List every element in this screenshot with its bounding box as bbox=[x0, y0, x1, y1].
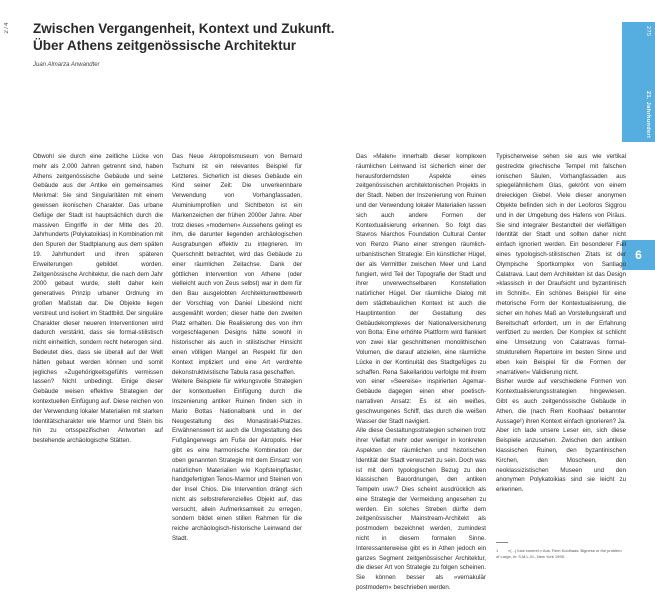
text-column-4 bbox=[496, 152, 626, 495]
text-column-2 bbox=[172, 152, 302, 544]
text-column-3 bbox=[356, 152, 486, 593]
chapter-label: 21. Jahrhundert bbox=[645, 90, 651, 138]
paragraph: Das Neue Akropolismuseum von Bernard Tschumi ist ein relevantes Beispiel für Letzteres. Sicherlich ist dieses Gebäude ein Kind seiner Zeit: Die unverkennbare Verwendung von Vorhangfassaden, Aluminiumprofilen und Sichtbeton ist ein Markenzeichen der frühen 2000er Jahre. Aber trotz dieses »modernen« Aussehens gelingt es ihm, die darunter liegenden archäologischen Ausgrabungen effektiv zu integrieren. Im Querschnitt betrachtet, wird das Gebäude zu einer räumlichen Zeitachse. Dank der göttlichen Intervention von Athene (oder vielleicht auch von Zeus selbst) war in dem für den Bau ausgelobten Architekturwettbewerb der Vorschlag von Daniel Libeskind nicht ausgewählt worden; dieser hatte den zweiten Platz erhalten. Die Realisierung des von ihm vorgeschlagenen Designs hätte sowohl in historischer als auch in stilistischer Hinsicht einen völligen Mangel an Respekt für den Kontext impliziert und eine Art verdrehte dekonstruktivistische Tabula rasa geschaffen. bbox=[172, 153, 302, 376]
footnote-text: »(...) fuck context.« Aus: Rem Koolhaas: Bigness or the problem of Large, in: S,M,L,XL, New York 1995. bbox=[496, 548, 622, 559]
footnote bbox=[496, 548, 622, 559]
paragraph: Weitere Beispiele für wirkungsvolle Strategien der kontextuellen Einfügung durch die Inszenierung antiker Ruinen finden sich in Mario Bottas Nationalbank und in der Neugestaltung des Monastiraki-Platzes. Erwähnenswert ist auch die Umgestaltung des Fußgängerwegs am Fuße der Akropolis. Hier gibt es eine harmonische Kombination der oben genannten Strategie mit dem Einsatz von natürlichen Materialien wie Kopfsteinpflaster, handgefertigten Tenos-Marmor und Steinen von der Insel Chios. Die Intervention drängt sich nicht als selbstreferenzielles Objekt auf, das versucht, allein Aufmerksamkeit zu erregen, sondern bildet einen stillen Rahmen für die reiche archäologisch-historische Leinwand der Stadt. bbox=[172, 378, 302, 543]
section-tab[interactable]: 6 bbox=[622, 240, 655, 270]
page-title bbox=[33, 20, 593, 54]
author-name: Juan Almarza Anwandter bbox=[33, 62, 100, 68]
title-line-1: Zwischen Vergangenheit, Kontext und Zukunft. bbox=[33, 21, 335, 36]
title-line-2: Über Athens zeitgenössische Architektur bbox=[33, 38, 297, 53]
page-number-left: 274 bbox=[4, 22, 10, 34]
paragraph: Typischerweise sehen sie aus wie vertikal gestreckte griechische Tempel mit falschen ionischen Säulen, Vorhangfassaden aus spiegelähnlichem Glas, gekrönt von einem dreieckigen Giebel. Viele dieser anonymen Objekte befinden sich in der Leoforos Siggrou und in der Umgebung des Hafens von Piräus. Sie sind integraler Bestandteil der vielfältigen Identität der Stadt und sollten daher nicht einfach ignoriert werden. Ein besonderer Fall eines typologisch-stilistischen Zitats ist der Olympische Sportkomplex von Santiago Calatrava. Laut dem Architekten ist das Design »klassisch in der Draufsicht und byzantinisch im Schnitt«. Ein schönes Beispiel für eine rhetorische Form der Kontextualisierung, die sicher ein hohes Maß an Vorstellungskraft und Bereitschaft erfordert, um in der Erfahrung verifiziert zu werden. Der Komplex ist schlicht eine Umsetzung von Calatravas formal-strukturellem Repertoire im besten Sinne und eben kein Beispiel für die Formen der »narrativen« Validierung nicht. bbox=[496, 153, 626, 376]
text-column-1 bbox=[33, 152, 163, 446]
chapter-marker bbox=[622, 22, 655, 142]
paragraph: Das »Malen« innerhalb dieser komplexen räumlichen Leinwand ist sicherlich einer der herausforderndsten Aspekte eines zeitgenössischen architektonischen Projekts in der Stadt. Neben der Inszenierung von Ruinen und der Verwendung lokaler Materialien lassen sich auch andere Formen der Kontextualisierung erkennen. So folgt das Stavros Niarchos Foundation Cultural Center von Renzo Piano einer strengen räumlich-urbanistischen Strategie: Ein künstlicher Hügel, der als Vermittler zwischen Meer und Land fungiert, wird Teil der Topografie der Stadt und ihrer unverwechselbaren Konstellation natürlicher Hügel. Der räumliche Dialog mit dem städtebaulichen Kontext ist auch die Hauptintention der Gestaltung des Gebäudekomplexes der Nationalversicherung von Botta: Eine erhöhte Plattform wird flankiert von zwei klar geschnittenen monolithischen Volumen, die darauf abzielen, eine räumliche Lücke in der Kontinuität des Stadtgefüges zu schaffen. Rena Sakellaridou verfolgte mit ihrem von einer »Seereise« inspirierten Agemar-Gebäude dagegen einen eher poetisch-narrativen Ansatz: Es ist ein weißes, geschwungenes Schiff, das durch die weißen Wasser der Stadt navigiert. bbox=[356, 153, 486, 425]
page-number-right: 275 bbox=[645, 26, 651, 37]
footnote-number: 1 bbox=[496, 548, 499, 553]
paragraph: Alle diese Gestaltungsstrategien scheinen trotz ihrer Vielfalt mehr oder weniger in konkreten Aspekten der räumlichen und historischen Identität der Stadt verwurzelt zu sein. Doch was ist mit dem typologischen Bezug zu den klassischen Bauordnungen, den antiken Tempeln usw.? Dies scheint ausdrücklich als eine Strategie der Vermeidung angesehen zu werden. Ein solches Streben dürfte dem zeitgenössischer Mainstream-Architekt als postmodern bezeichnet werden, zumindest nicht in diesem formalen Sinne. Interessanterweise gibt es in Athen jedoch ein ganzes Segment zeitgenössischer Architektur, die dieser Art von Strategie zu folgen scheinen. Sie können besser als »vernakulär postmodern« beschrieben werden. bbox=[356, 427, 486, 592]
paragraph: Bisher wurde auf verschiedene Formen von Kontextualisierungsstrategien hingewiesen. Gibt es auch zeitgenössische Gebäude in Athen, die (nach Rem Koolhaas' bekannter Aussage¹) ihren Kontext einfach ignorieren? Ja. Aber ich lade unsere Leser ein, sich diese Beispiele anzusehen. Zwischen den antiken klassischen Ruinen, den byzantinischen Kirchen, den Moscheen, den neoklassizistischen Museen und den anonymen Polykatoikias sind sie leicht zu erkennen. bbox=[496, 378, 626, 494]
footnote-divider bbox=[496, 542, 508, 543]
paragraph: Obwohl sie durch eine zeitliche Lücke von mehr als 2.000 Jahren getrennt sind, haben Athens zeitgenössische Gebäude und seine Gebäude aus der Antike ein gemeinsames Merkmal: Sie sind Singularitäten mit einem gewissen ikonischen Charakter. Das urbane Gefüge der Stadt ist hauptsächlich durch die massiven Eingriffe in der Mitte des 20. Jahrhunderts (Polykatoikias) in Kombination mit den Spuren der Stadtplanung aus dem späten 19. Jahrhundert und ihren späteren Erweiterungen gebildet worden. Zeitgenössische Architektur, die nach dem Jahr 2000 gebaut wurde, stellt daher kein generatives Prinzip urbaner Ordnung im großen Maßstab dar. Die Objekte liegen verstreut und isoliert im Stadtbild. Der singuläre Charakter dieser neueren Interventionen wird dadurch verstärkt, dass sie formal-stilistisch nicht einheitlich, sondern recht heterogen sind. Bedeutet dies, dass sie überall auf der Welt hätten gebaut werden können und somit jegliches »Zugehörigkeitsgefühls vermissen lassen? Nicht unbedingt. Einige dieser Gebäude weisen effektive Strategien der kontextuellen Einfügung auf. Diese reichen von der Verwendung lokaler Materialien mit starken Identitätscharakter wie Marmor und Stein bis hin zu ortsspezifischen Antworten auf bestehende archäologische Stätten. bbox=[33, 153, 163, 445]
